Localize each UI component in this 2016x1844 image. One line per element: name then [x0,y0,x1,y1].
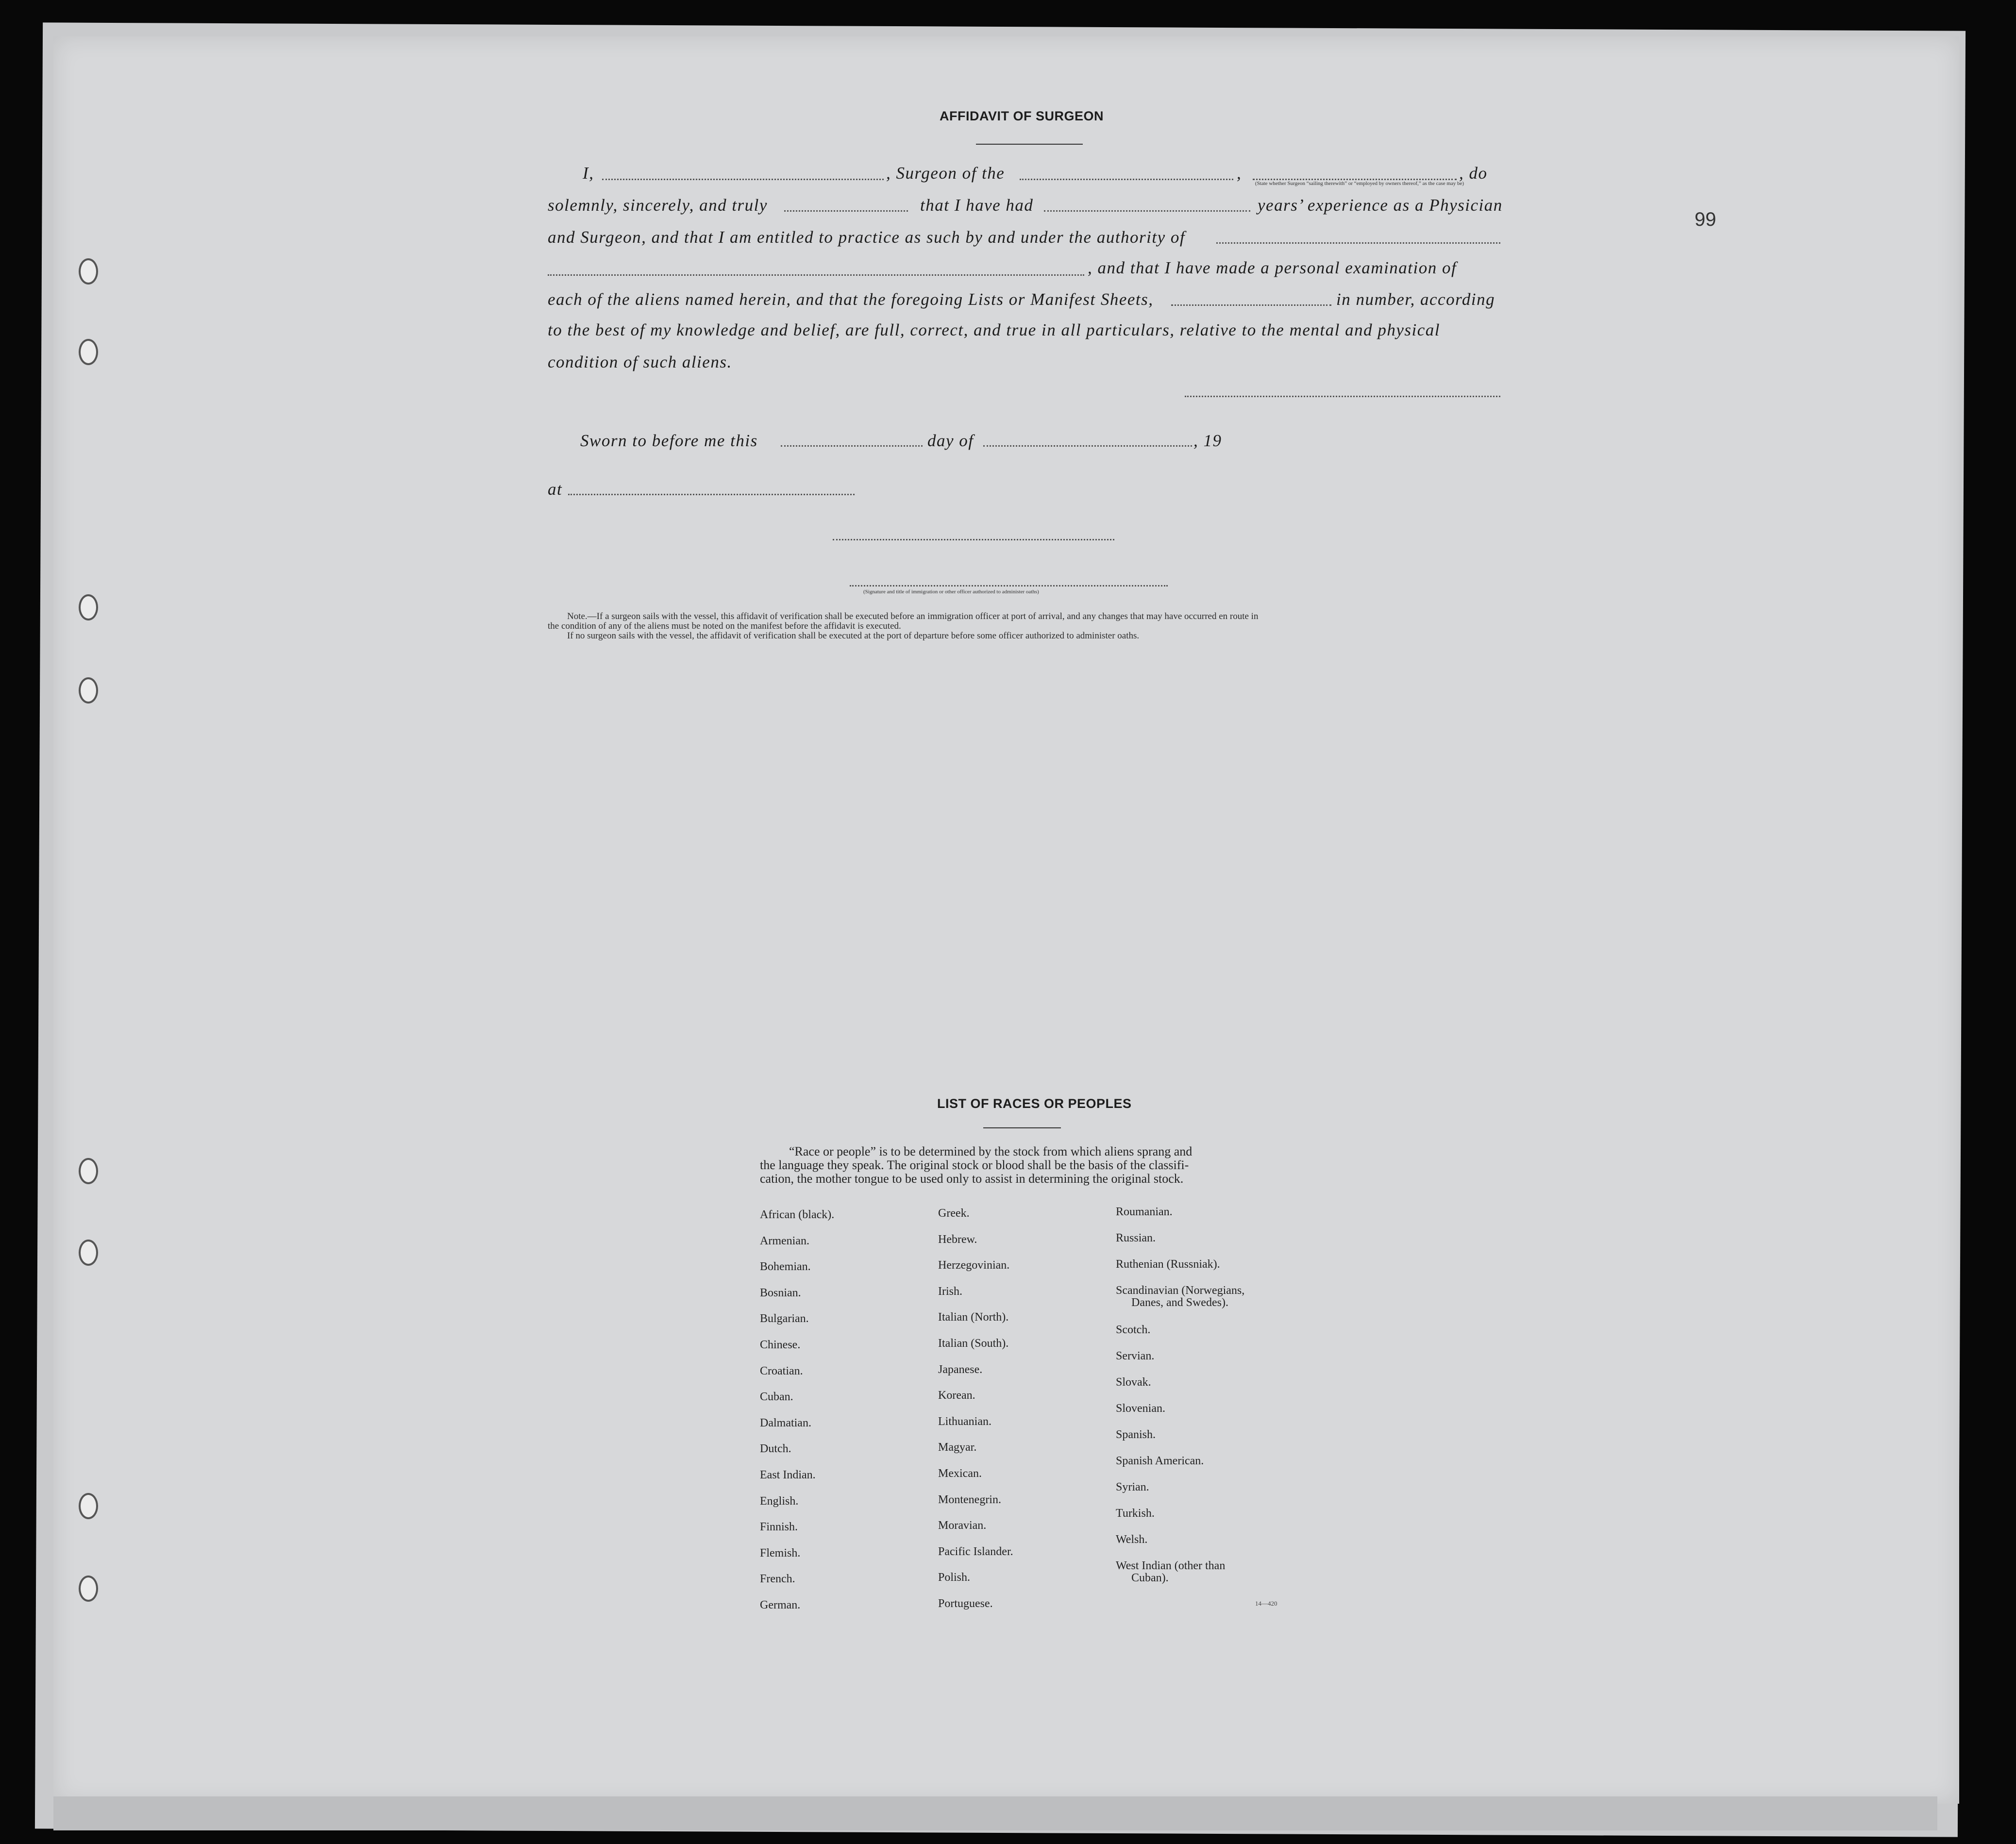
race-entry: Dalmatian. [760,1417,811,1429]
race-entry: Russian. [1116,1232,1156,1244]
race-entry: Servian. [1116,1350,1155,1362]
race-entry: Scandinavian (Norwegians, [1116,1284,1245,1297]
note-line-1: Note.—If a surgeon sails with the vessel, this affidavit of verification shall be executed before an immigration officer at port of arrival, and any changes that may have occurred en route in [567,611,1259,621]
blank-surgeon-status [1253,179,1457,180]
binder-hole [79,1493,98,1519]
race-entry: Greek. [938,1207,970,1220]
form-number: 14—420 [1255,1600,1277,1607]
race-entry: Korean. [938,1389,975,1402]
affidavit-line3: and Surgeon, and that I am entitled to practice as such by and under the authority of [548,228,1186,247]
race-entry: Moravian. [938,1519,987,1532]
race-entry: Croatian. [760,1365,803,1377]
surgeon-signature-line [1185,396,1500,397]
binder-hole [79,258,98,285]
race-entry: Ruthenian (Russniak). [1116,1258,1220,1271]
binder-hole [79,339,98,365]
race-entry: Welsh. [1116,1533,1148,1546]
blank-oath-word [784,210,908,212]
race-entry: Hebrew. [938,1233,977,1246]
affidavit-line7: condition of such aliens. [548,352,732,371]
race-entry: Cuban). [1131,1572,1169,1584]
race-entry: Magyar. [938,1441,977,1454]
race-entry: English. [760,1495,799,1508]
blank-authority-1 [1216,242,1500,244]
affidavit-line1-c: , [1237,164,1242,183]
race-entry: French. [760,1573,795,1585]
blank-sworn-month [983,445,1192,447]
races-intro-line-1: “Race or people” is to be determined by the stock from which aliens sprang and [789,1144,1193,1158]
affidavit-line1-d: , do [1459,164,1488,183]
affidavit-line2-c: years’ experience as a Physician [1258,196,1503,215]
race-entry: Turkish. [1116,1507,1155,1520]
race-entry: Italian (North). [938,1311,1009,1324]
race-entry: Cuban. [760,1391,793,1403]
race-entry: Italian (South). [938,1337,1009,1350]
sworn-text-c: , 19 [1193,431,1222,450]
note-line-2: the condition of any of the aliens must be noted on the manifest before the affidavit is executed. [548,621,901,631]
affidavit-line2-a: solemnly, sincerely, and truly [548,196,768,215]
race-entry: Slovak. [1116,1376,1151,1389]
race-entry: Chinese. [760,1339,801,1351]
binder-hole [79,677,98,704]
binder-hole [79,1158,98,1184]
race-entry: Spanish American. [1116,1455,1204,1467]
affidavit-line1-a: I, [583,164,594,183]
race-entry: Mexican. [938,1467,982,1480]
race-entry: African (black). [760,1208,835,1221]
affidavit-line5-a: each of the aliens named herein, and that the foregoing Lists or Manifest Sheets, [548,290,1154,309]
affidavit-title: AFFIDAVIT OF SURGEON [940,109,1104,123]
race-entry: Spanish. [1116,1428,1156,1441]
race-entry: Bulgarian. [760,1312,809,1325]
race-entry: Slovenian. [1116,1402,1165,1415]
blank-years [1044,210,1250,212]
race-entry: Dutch. [760,1442,791,1455]
officer-title-line [850,585,1168,587]
binder-hole [79,1240,98,1266]
races-title-underline [983,1127,1061,1128]
title-underline [976,144,1083,145]
race-entry: Irish. [938,1285,962,1298]
note-line-3: If no surgeon sails with the vessel, the affidavit of verification shall be executed at the port of departure before some officer authorized to administer oaths. [567,631,1140,641]
page-number: 99 [1695,209,1716,230]
blank-authority-2 [548,274,1084,276]
blank-surgeon-name [602,179,884,180]
sheet-edge [53,1796,1937,1830]
race-entry: Roumanian. [1116,1206,1173,1218]
races-title: LIST OF RACES OR PEOPLES [937,1096,1132,1111]
race-entry: Bohemian. [760,1260,811,1273]
race-entry: East Indian. [760,1469,816,1481]
race-entry: Portuguese. [938,1597,993,1610]
surgeon-status-note: (State whether Surgeon “sailing therewith” or “employed by owners thereof,” as the case may be) [1255,181,1464,186]
race-entry: Syrian. [1116,1481,1149,1493]
race-entry: Bosnian. [760,1287,801,1299]
races-intro-line-2: the language they speak. The original stock or blood shall be the basis of the classifi- [760,1158,1189,1172]
race-entry: Montenegrin. [938,1493,1001,1506]
race-entry: Herzegovinian. [938,1259,1010,1272]
blank-at-place [568,494,855,495]
sworn-text-b: day of [927,431,974,450]
race-entry: Flemish. [760,1547,801,1559]
binder-hole [79,1576,98,1602]
race-entry: Danes, and Swedes). [1131,1296,1228,1309]
race-entry: Scotch. [1116,1324,1151,1336]
blank-vessel-name [1020,179,1233,180]
race-entry: Polish. [938,1571,971,1584]
binder-hole [79,594,98,620]
officer-signature-line [833,539,1114,540]
affidavit-line2-b: that I have had [920,196,1034,215]
race-entry: Finnish. [760,1521,798,1533]
race-entry: West Indian (other than [1116,1559,1226,1572]
signature-caption: (Signature and title of immigration or other officer authorized to administer oaths) [863,589,1039,595]
races-intro-line-3: cation, the mother tongue to be used only to assist in determining the original stock. [760,1172,1184,1186]
at-label: at [548,480,563,499]
race-entry: Lithuanian. [938,1415,991,1428]
race-entry: Pacific Islander. [938,1545,1013,1558]
affidavit-line5-b: in number, according [1336,290,1495,309]
race-entry: Japanese. [938,1363,983,1376]
sworn-text-a: Sworn to before me this [580,431,758,450]
blank-sworn-day [781,445,923,447]
race-entry: Armenian. [760,1235,809,1247]
affidavit-line1-b: , Surgeon of the [886,164,1005,183]
blank-sheet-count [1171,304,1331,306]
affidavit-line6: to the best of my knowledge and belief, are full, correct, and true in all particulars, relative to the mental and physical [548,320,1440,339]
race-entry: German. [760,1599,801,1611]
affidavit-line4: , and that I have made a personal examination of [1088,258,1457,277]
